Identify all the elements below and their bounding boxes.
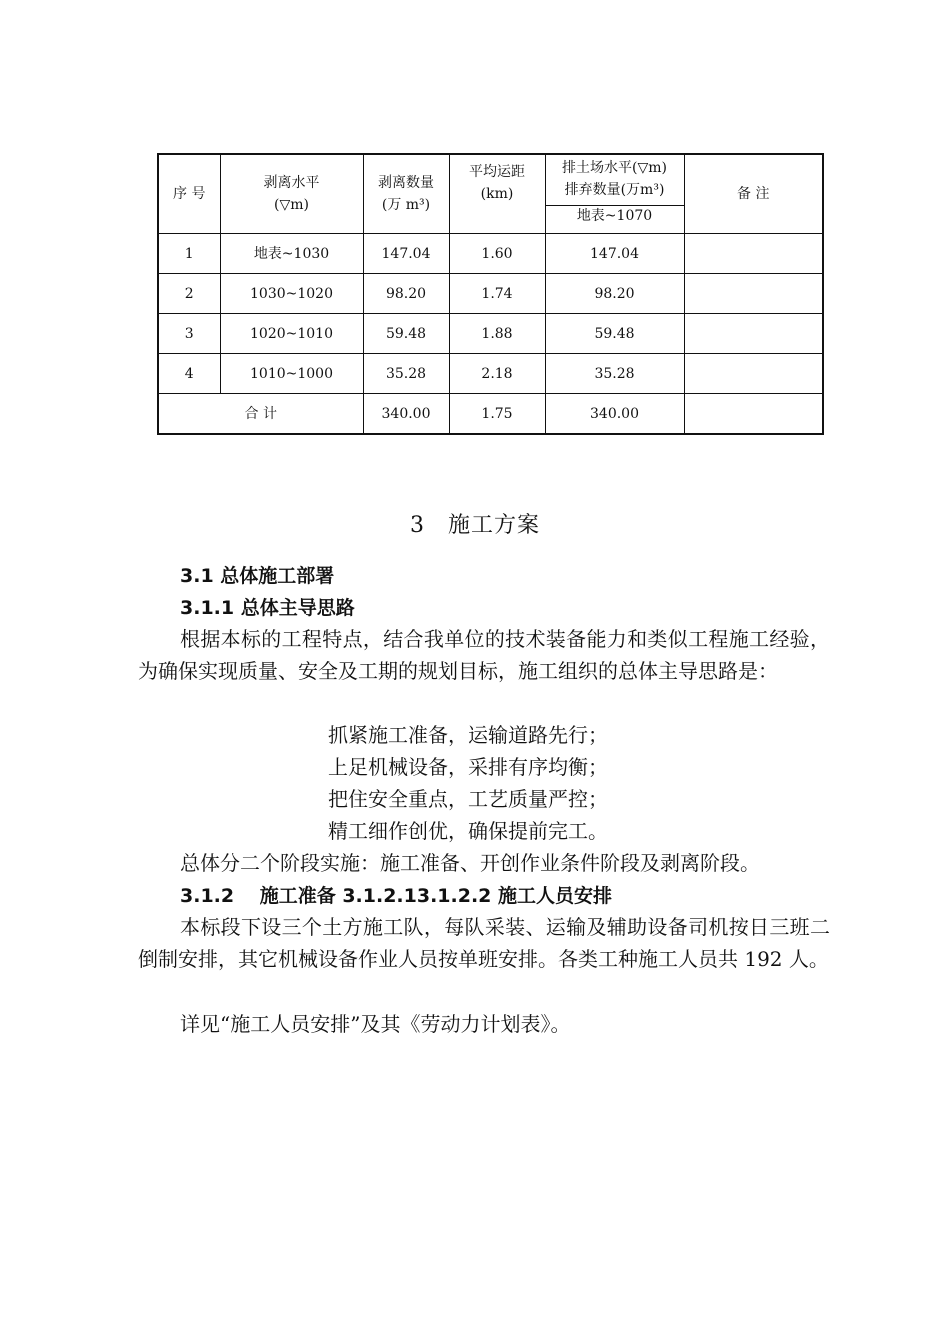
cell-remark <box>684 314 823 354</box>
cell-dist: 1.74 <box>449 274 545 314</box>
cell-dump: 35.28 <box>545 354 684 394</box>
table-row <box>158 314 823 354</box>
header-level-line1: 剥离水平 <box>263 175 320 191</box>
principle-line: 抓紧施工准备，运输道路先行； <box>328 723 608 747</box>
cell-dump: 98.20 <box>545 274 684 314</box>
cell-remark <box>684 354 823 394</box>
cell-remark <box>684 234 823 274</box>
header-level-line2: (▽m) <box>274 197 309 213</box>
stripping-table <box>157 153 824 435</box>
cell-level: 1030~1020 <box>220 274 363 314</box>
cell-remark <box>684 274 823 314</box>
header-dump-sub: 地表~1070 <box>546 205 684 226</box>
header-seq: 序 号 <box>158 154 220 234</box>
principle-line: 把住安全重点，工艺质量严控； <box>328 787 608 811</box>
cell-qty: 147.04 <box>363 234 449 274</box>
header-remark: 备 注 <box>684 154 823 234</box>
header-qty-line2: (万 m³) <box>381 197 431 213</box>
heading-3-1: 3.1 总体施工部署 <box>180 565 335 587</box>
cell-seq: 2 <box>158 274 220 314</box>
principle-line: 精工细作创优，确保提前完工。 <box>328 819 608 843</box>
header-dump-line1: 排土场水平(▽m) <box>562 160 667 176</box>
cell-dist: 1.60 <box>449 234 545 274</box>
cell-seq: 1 <box>158 234 220 274</box>
paragraph-phases: 总体分二个阶段实施：施工准备、开创作业条件阶段及剥离阶段。 <box>180 851 760 875</box>
cell-dist: 2.18 <box>449 354 545 394</box>
header-dist-line1: 平均运距 <box>469 164 525 180</box>
header-dist-line2: (km) <box>480 186 514 202</box>
table-row <box>158 354 823 394</box>
cell-seq: 3 <box>158 314 220 354</box>
table-header-row <box>158 154 823 234</box>
paragraph-staffing: 本标段下设三个土方施工队，每队采装、运输及辅助设备司机按日三班二倒制安排，其它机械设备作业人员按单班安排。各类工种施工人员共 192 人。 <box>138 915 830 971</box>
table-row <box>158 274 823 314</box>
header-dump-line2: 排弃数量(万m³) <box>564 182 665 198</box>
table-total-row <box>158 394 823 435</box>
cell-dump: 59.48 <box>545 314 684 354</box>
total-remark <box>684 394 823 435</box>
cell-seq: 4 <box>158 354 220 394</box>
header-dist <box>449 154 545 234</box>
cell-qty: 59.48 <box>363 314 449 354</box>
cell-dump: 147.04 <box>545 234 684 274</box>
cell-level: 1010~1000 <box>220 354 363 394</box>
total-dump: 340.00 <box>545 394 684 435</box>
paragraph-see-details: 详见“施工人员安排”及其《劳动力计划表》。 <box>180 1012 571 1036</box>
cell-level: 1020~1010 <box>220 314 363 354</box>
header-dump <box>545 154 684 234</box>
heading-3-1-1: 3.1.1 总体主导思路 <box>180 597 355 619</box>
header-level <box>220 154 363 234</box>
total-dist: 1.75 <box>449 394 545 435</box>
table-row <box>158 234 823 274</box>
header-qty-line1: 剥离数量 <box>378 175 434 191</box>
total-label: 合 计 <box>158 394 363 435</box>
principle-line: 上足机械设备，采排有序均衡； <box>328 755 608 779</box>
cell-dist: 1.88 <box>449 314 545 354</box>
heading-3-1-2: 3.1.2 施工准备 3.1.2.13.1.2.2 施工人员安排 <box>180 885 613 907</box>
paragraph-guiding-idea: 根据本标的工程特点，结合我单位的技术装备能力和类似工程施工经验，为确保实现质量、安全及工期的规划目标，施工组织的总体主导思路是： <box>138 627 830 683</box>
cell-qty: 35.28 <box>363 354 449 394</box>
total-qty: 340.00 <box>363 394 449 435</box>
section-title: 3 施工方案 <box>410 513 540 538</box>
cell-qty: 98.20 <box>363 274 449 314</box>
header-qty <box>363 154 449 234</box>
cell-level: 地表~1030 <box>220 234 363 274</box>
